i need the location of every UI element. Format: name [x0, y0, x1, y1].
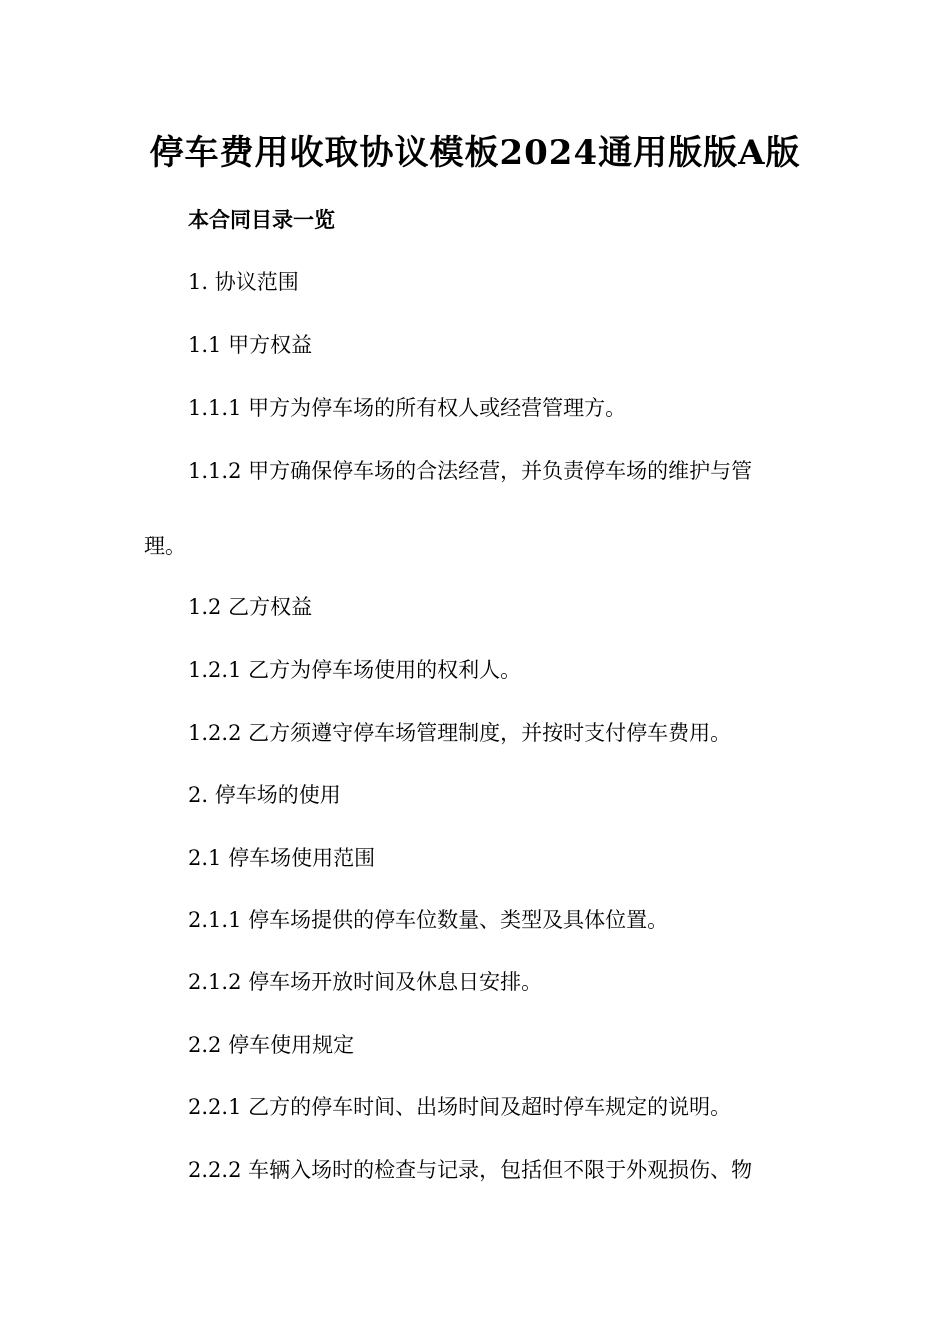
toc-line: 2.1.1 停车场提供的停车位数量、类型及具体位置。 — [188, 908, 669, 932]
toc-line: 1. 协议范围 — [188, 270, 299, 294]
toc-line: 2. 停车场的使用 — [188, 783, 341, 807]
toc-line: 2.2.2 车辆入场时的检查与记录，包括但不限于外观损伤、物 — [188, 1158, 753, 1182]
toc-line: 2.1 停车场使用范围 — [188, 846, 376, 870]
toc-line: 1.1.1 甲方为停车场的所有权人或经营管理方。 — [188, 396, 627, 420]
toc-line: 2.2.1 乙方的停车时间、出场时间及超时停车规定的说明。 — [188, 1095, 732, 1119]
toc-line: 1.2.2 乙方须遵守停车场管理制度，并按时支付停车费用。 — [188, 721, 732, 745]
document-title: 停车费用收取协议模板2024通用版版A版 — [149, 133, 801, 173]
toc-line: 2.1.2 停车场开放时间及休息日安排。 — [188, 970, 543, 994]
toc-line: 1.2 乙方权益 — [188, 595, 313, 619]
toc-line: 2.2 停车使用规定 — [188, 1033, 355, 1057]
toc-line-continuation: 理。 — [144, 534, 186, 558]
toc-line: 1.2.1 乙方为停车场使用的权利人。 — [188, 658, 522, 682]
toc-line: 1.1.2 甲方确保停车场的合法经营，并负责停车场的维护与管 — [188, 459, 753, 483]
toc-line: 1.1 甲方权益 — [188, 333, 313, 357]
toc-heading: 本合同目录一览 — [188, 207, 335, 232]
